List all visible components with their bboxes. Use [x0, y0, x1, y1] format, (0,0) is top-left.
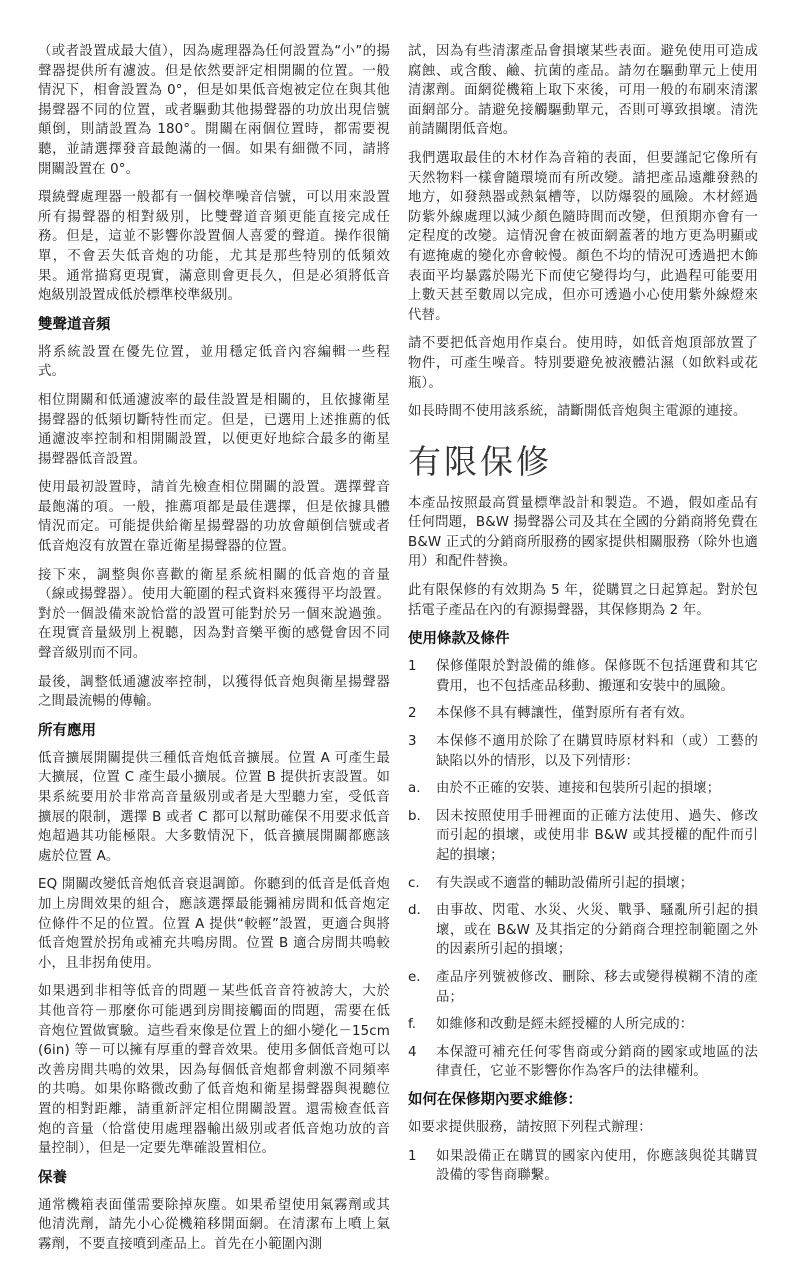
paragraph: 如要求提供服務，請按照下列程式辦理： — [408, 1119, 652, 1135]
list-item: a. 由於不正確的安裝、連接和包裝所引起的損壞； — [408, 781, 721, 797]
paragraph: EQ 開關改變低音炮低音衰退調節。你聽到的低音是低音炮加上房間效果的組合，應該選擇最能彌補房間和低音炮定位條件不足的位置。位置 A 提供“較輕”設置，更適合與將低音炮置於拐角或補充共鳴房間。位置 B 適合房間共鳴較小，且非拐角使用。 — [38, 877, 390, 971]
list-item: f. 如維修和改動是經未經授權的人所完成的： — [408, 1017, 694, 1033]
list-item: 1 如果設備正在購買的國家內使用，你應該與從其購買設備的零售商聯繫。 — [408, 1148, 758, 1184]
paragraph: 將系統設置在優先位置，並用穩定低音內容編輯一些程式。 — [38, 344, 390, 380]
right-column — [408, 42, 758, 1194]
paragraph: 本產品按照最高質量標準設計和製造。不過，假如產品有任何問題，B&W 揚聲器公司及其在全國的分銷商將免費在 B&W 正式的分銷商所服務的國家提供相關服務（除外也適用）和配件替換。 — [408, 495, 758, 570]
paragraph: 環繞聲處理器一般都有一個校準噪音信號，可以用來設置所有揚聲器的相對級別，比雙聲道音頻更能直接完成任務。但是，這並不影響你設置個人喜愛的聲道。操作很簡單，不會丟失低音炮的功能，尤其是那些特別的低頻效果。通常描寫更現實，滿意則會更長久，但是必須將低音炮級別設置成低於標準校準級別。 — [38, 190, 390, 304]
list-item: 4 本保證可補充任何零售商或分銷商的國家或地區的法律責任，它並不影響你作為客戶的法律權利。 — [408, 1044, 758, 1080]
list-item: 2 本保修不具有轉讓性，僅對原所有者有效。 — [408, 706, 694, 722]
section-heading-all-applications: 所有應用 — [38, 722, 96, 739]
list-item: d. 由事故、閃電、水災、火災、戰爭、騷亂所引起的損壞，或在 B&W 及其指定的分銷商合理控制範圍之外的因素所引起的損壞； — [408, 903, 758, 958]
section-heading-terms: 使用條款及條件 — [408, 631, 510, 648]
paragraph: 我們選取最佳的木材作為音箱的表面，但要謹記它像所有天然物料一樣會隨環境而有所改變。請把產品遠離發熱的地方，如發熱器或熱氣槽等，以防爆裂的風險。木材經過防紫外線處理以減少顏色隨時間而改變，但預期亦會有一定程度的改變。這情況會在被面網蓋著的地方更為明顯或有遮掩處的變化亦會較慢。顏色不均的情況可透過把木飾表面平均暴露於陽光下而使它變得均勻，此過程可能要用上數天甚至數周以完成，但亦可透過小心使用紫外線燈來代替。 — [408, 150, 758, 323]
list-item: b. 因未按照使用手冊裡面的正確方法使用、過失、修改而引起的損壞，或使用非 B&W 或其授權的配件而引起的損壞； — [408, 808, 758, 863]
paragraph: 最後，調整低通濾波率控制，以獲得低音炮與衛星揚聲器之間最流暢的傳輸。 — [38, 674, 390, 710]
paragraph: 此有限保修的有效期為 5 年，從購買之日起算起。對於包括電子產品在內的有源揚聲器，其保修期為 2 年。 — [408, 583, 758, 618]
paragraph: 相位開關和低通濾波率的最佳設置是相關的，且依據衛星揚聲器的低頻切斷特性而定。但是，已選用上述推薦的低通濾波率控制和相開關設置，以便更好地綜合最多的衛星揚聲器低音設置。 — [38, 392, 390, 467]
list-item: e. 產品序列號被修改、刪除、移去或變得模糊不清的產品； — [408, 969, 758, 1005]
list-item: c. 有失誤或不適當的輔助設備所引起的損壞； — [408, 875, 694, 891]
limited-warranty-title: 有限保修 — [408, 441, 552, 481]
paragraph: 使用最初設置時，請首先檢查相位開關的設置。選擇聲音最飽滿的項。一般，推薦項都是最佳選擇，但是依據具體情況而定。可能提供給衛星揚聲器的功放會顛倒信號或者低音炮沒有放置在靠近衛星揚聲器的位置。 — [38, 480, 390, 555]
paragraph: 試，因為有些清潔產品會損壞某些表面。避免使用可造成腐蝕、或含酸、鹼、抗菌的產品。請勿在驅動單元上使用清潔劑。面網從機箱上取下來後，可用一般的布刷來清潔面網部分。請避免接觸驅動單元，否則可導致損壞。清洗前請關閉低音炮。 — [408, 44, 758, 138]
paragraph: 通常機箱表面僅需要除掉灰塵。如果希望使用氣霧劑或其他清洗劑，請先小心從機箱移開面網。在清潔布上噴上氣霧劑，不要直接噴到產品上。首先在小範圍內測 — [38, 1197, 390, 1252]
list-item: 1 保修僅限於對設備的維修。保修既不包括運費和其它費用，也不包括產品移動、搬運和安裝中的風險。 — [408, 659, 758, 694]
list-item: 3 本保修不適用於除了在購買時原材料和（或）工藝的缺陷以外的情形，以及下列情形： — [408, 734, 758, 769]
left-column — [38, 42, 390, 1263]
paragraph: 接下來，調整與你喜歡的衛星系統相關的低音炮的音量（線或揚聲器）。使用大範圍的程式資料來獲得平均設置。對於一個設備來說恰當的設置可能對於另一個來說過強。在現實音量級別上視聽，因為對音樂平衡的感覺會因不同聲音級別而不同。 — [38, 567, 390, 662]
paragraph: 如長時間不使用該系統，請斷開低音炮與主電源的連接。 — [408, 404, 747, 420]
section-heading-two-channel-audio: 雙聲道音頻 — [38, 316, 111, 333]
section-heading-how-to-claim: 如何在保修期內要求維修： — [408, 1091, 582, 1108]
paragraph: 如果遇到非相等低音的問題－某些低音音符被誇大，大於其他音符－那麼你可能遇到房間接觸面的問題，需要在低音炮位置做實驗。這些看來像是位置上的細小變化－15cm (6in) 等－可以擁有厚重的聲音效果。使用多個低音炮可以改善房間共鳴的效果，因為每個低音炮都會刺激不同頻率的共鳴。如果你略微改動了低音炮和衛星揚聲器與視聽位置的相對距離，請重新評定相位開關設置。還需檢查低音炮的音量（恰當使用處理器輸出級別或者低音炮功放的音量控制），但是一定要先準確設置相位。 — [38, 984, 390, 1157]
paragraph: （或者設置成最大值），因為處理器為任何設置為“小”的揚聲器提供所有濾波。但是依然要評定相開關的位置。一般情況下，相會設置為 0°，但是如果低音炮被定位在與其他揚聲器不同的位置，或者驅動其他揚聲器的功放出現信號顛倒，則請設置為 180°。開關在兩個位置時，都需要視聽，並請選擇發音最飽滿的一個。如果有細微不同，請將開關設置在 0°。 — [38, 44, 390, 177]
section-heading-maintenance: 保養 — [38, 1169, 67, 1186]
paragraph: 低音擴展開關提供三種低音炮低音擴展。位置 A 可產生最大擴展，位置 C 產生最小擴展。位置 B 提供折衷設置。如果系統要用於非常高音量級別或者是大型聽力室，受低音擴展的限制，選擇 B 或者 C 都可以幫助確保不用要求低音炮超過其功能極限。大多數情況下，低音擴展開關都應該處於位置 A。 — [38, 750, 390, 864]
paragraph: 請不要把低音炮用作桌台。使用時，如低音炮頂部放置了物件，可產生噪音。特別要避免被液體沾濕（如飲料或花瓶）。 — [408, 336, 758, 391]
